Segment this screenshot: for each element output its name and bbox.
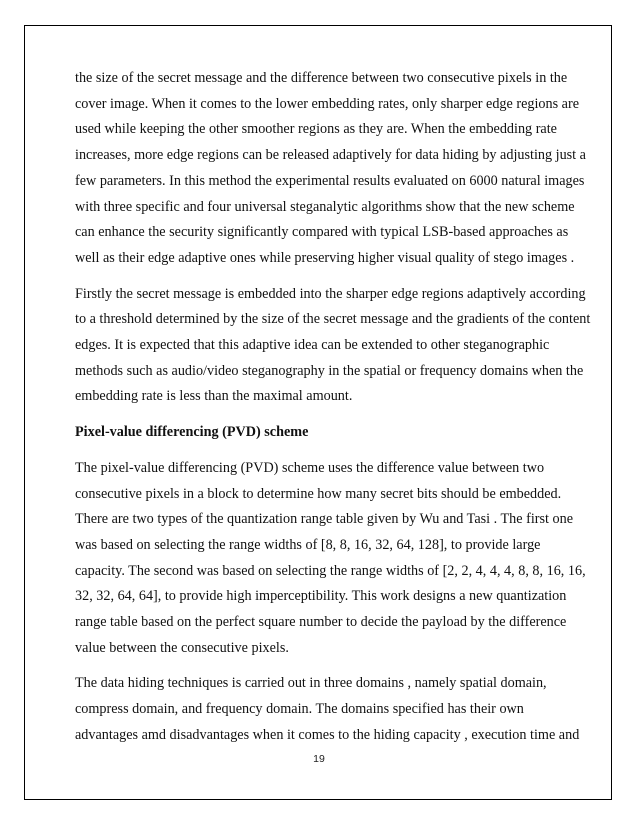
text-line: with three specific and four universal steganalytic algorithms show that the new scheme [75,198,575,215]
paragraph-4 [75,671,607,748]
text-line: well as their edge adaptive ones while preserving higher visual quality of stego images . [75,249,575,266]
text-line: The pixel-value differencing (PVD) scheme uses the difference value between two [75,459,545,476]
text-line: can enhance the security significantly compared with typical LSB-based approaches as [75,224,569,241]
text-line: increases, more edge regions can be released adaptively for data hiding by adjusting just a [75,147,586,164]
text-line: few parameters. In this method the experimental results evaluated on 6000 natural images [75,172,585,189]
text-line: Firstly the secret message is embedded into the sharper edge regions adaptively according [75,285,586,302]
text-line: There are two types of the quantization range table given by Wu and Tasi . The first one [75,511,573,528]
text-line: edges. It is expected that this adaptive idea can be extended to other steganographic [75,337,550,354]
text-line: 32, 32, 64, 64], to provide high imperceptibility. This work designs a new quantization [75,588,567,605]
text-line: value between the consecutive pixels. [75,639,289,656]
paragraph-2 [75,282,607,411]
text-line: compress domain, and frequency domain. The domains specified has their own [75,701,524,718]
text-line: The data hiding techniques is carried out in three domains , namely spatial domain, [75,675,547,692]
text-line: was based on selecting the range widths of [8, 8, 16, 32, 64, 128], to provide large [75,536,541,553]
text-line: used while keeping the other smoother regions as they are. When the embedding rate [75,121,557,138]
document-body [75,66,607,759]
text-line: to a threshold determined by the size of the secret message and the gradients of the content [75,311,591,328]
text-line: the size of the secret message and the difference between two consecutive pixels in the [75,70,568,86]
text-line: embedding rate is less than the maximal amount. [75,388,353,405]
page-number: 19 [313,753,325,765]
paragraph-1 [75,66,607,272]
text-line: consecutive pixels in a block to determine how many secret bits should be embedded. [75,485,562,502]
text-line: capacity. The second was based on selecting the range widths of [2, 2, 4, 4, 4, 8, 8, 16, 16, [75,562,586,579]
text-line: range table based on the perfect square number to decide the payload by the difference [75,614,567,631]
paragraph-3 [75,456,607,662]
section-heading: Pixel-value differencing (PVD) scheme [75,424,309,441]
text-line: advantages amd disadvantages when it comes to the hiding capacity , execution time and [75,726,580,743]
text-line: methods such as audio/video steganography in the spatial or frequency domains when the [75,362,584,379]
text-line: cover image. When it comes to the lower embedding rates, only sharper edge regions are [75,95,580,112]
